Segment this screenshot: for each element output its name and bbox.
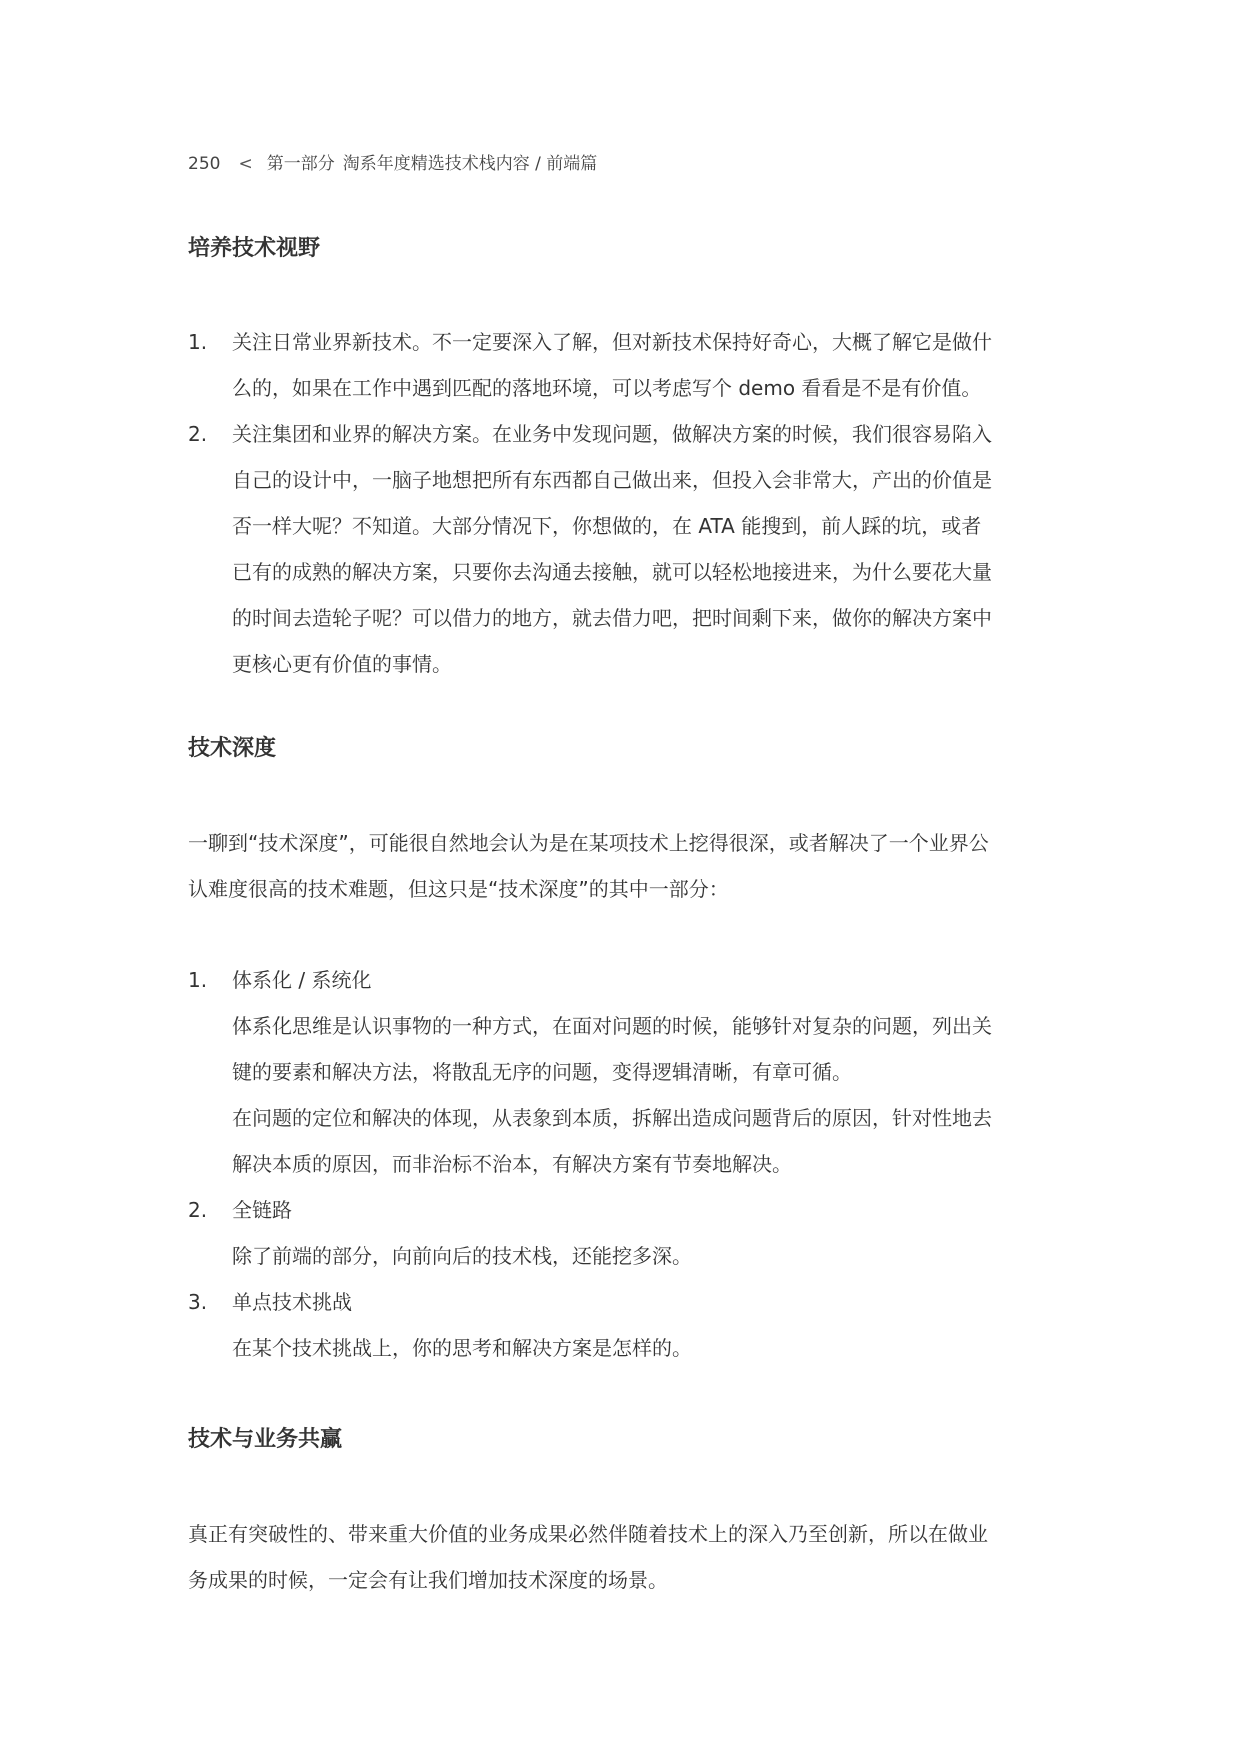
text-line: 的时间去造轮子呢？可以借力的地方，就去借力吧，把时间剩下来，做你的解决方案中: [232, 606, 992, 630]
text-line: 关注日常业界新技术。不一定要深入了解，但对新技术保持好奇心，大概了解它是做什: [232, 330, 992, 354]
list-item-title: 单点技术挑战: [232, 1290, 352, 1314]
list-item: [188, 411, 1060, 687]
text-line: 除了前端的部分，向前向后的技术栈，还能挖多深。: [232, 1244, 692, 1268]
list-item-title: 全链路: [232, 1198, 292, 1222]
list-item: [188, 1187, 1060, 1279]
list-item-text: [232, 411, 1060, 687]
vision-list: [188, 319, 1060, 687]
chapter-label: 第一部分: [266, 154, 335, 174]
list-item-text: [232, 1279, 1060, 1371]
list-item-title: 体系化 / 系统化: [232, 968, 372, 992]
text-line: 一聊到“技术深度”，可能很自然地会认为是在某项技术上挖得很深，或者解决了一个业界公: [188, 831, 989, 855]
list-item-text: [232, 1187, 1060, 1279]
list-number: 2.: [188, 422, 208, 446]
text-line: 认难度很高的技术难题，但这只是“技术深度”的其中一部分：: [188, 877, 729, 901]
list-item: [188, 957, 1060, 1187]
text-line: 已有的成熟的解决方案，只要你去沟通去接触，就可以轻松地接进来，为什么要花大量: [232, 560, 992, 584]
business-paragraph: [188, 1511, 1060, 1603]
text-line: 更核心更有价值的事情。: [232, 652, 452, 676]
text-line: 么的，如果在工作中遇到匹配的落地环境，可以考虑写个 demo 看看是不是有价值。: [232, 376, 982, 400]
running-header: [188, 152, 597, 176]
page-number: 250: [188, 154, 221, 174]
list-item: [188, 319, 1060, 411]
header-separator: <: [238, 154, 253, 174]
text-line: 在问题的定位和解决的体现，从表象到本质，拆解出造成问题背后的原因，针对性地去: [232, 1106, 992, 1130]
text-line: 键的要素和解决方法，将散乱无序的问题，变得逻辑清晰，有章可循。: [232, 1060, 852, 1084]
text-line: 否一样大呢？不知道。大部分情况下，你想做的，在 ATA 能搜到，前人踩的坑，或者: [232, 514, 982, 538]
text-line: 体系化思维是认识事物的一种方式，在面对问题的时候，能够针对复杂的问题，列出关: [232, 1014, 992, 1038]
list-item: [188, 1279, 1060, 1371]
section-heading-depth: 技术深度: [188, 736, 277, 761]
text-line: 在某个技术挑战上，你的思考和解决方案是怎样的。: [232, 1336, 692, 1360]
text-line: 关注集团和业界的解决方案。在业务中发现问题，做解决方案的时候，我们很容易陷入: [232, 422, 992, 446]
depth-list: [188, 957, 1060, 1371]
text-line: 自己的设计中，一脑子地想把所有东西都自己做出来，但投入会非常大，产出的价值是: [232, 468, 992, 492]
section-label: 淘系年度精选技术栈内容 / 前端篇: [342, 154, 598, 174]
text-line: 务成果的时候，一定会有让我们增加技术深度的场景。: [188, 1568, 668, 1592]
text-line: 解决本质的原因，而非治标不治本，有解决方案有节奏地解决。: [232, 1152, 792, 1176]
list-item-text: [232, 319, 1060, 411]
list-number: 1.: [188, 968, 208, 992]
section-heading-business: 技术与业务共赢: [188, 1427, 343, 1452]
list-item-text: [232, 957, 1060, 1187]
text-line: 真正有突破性的、带来重大价值的业务成果必然伴随着技术上的深入乃至创新，所以在做业: [188, 1522, 988, 1546]
list-number: 2.: [188, 1198, 208, 1222]
depth-intro-paragraph: [188, 820, 1060, 912]
list-number: 3.: [188, 1290, 208, 1314]
list-number: 1.: [188, 330, 208, 354]
section-heading-vision: 培养技术视野: [188, 236, 321, 261]
